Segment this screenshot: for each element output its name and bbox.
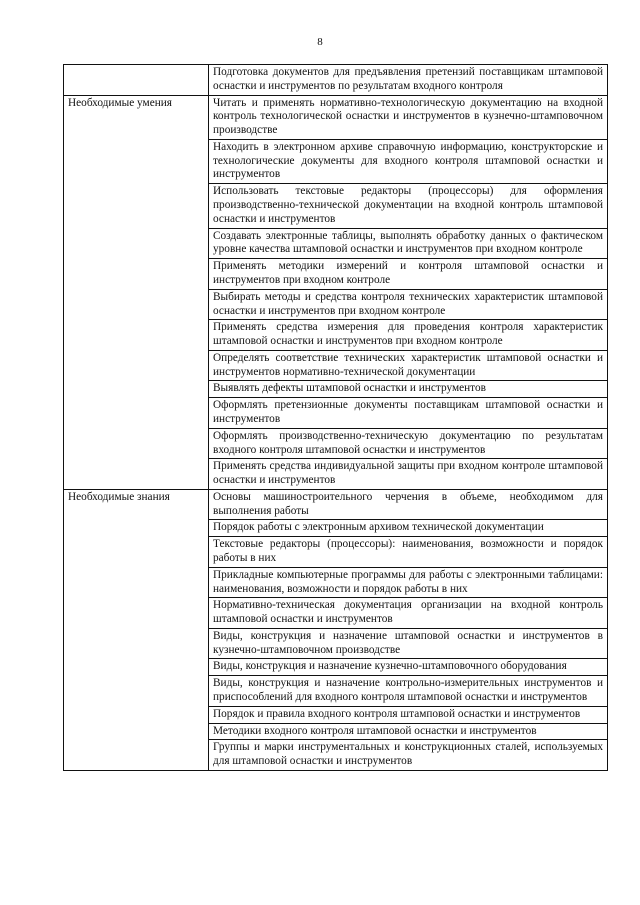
row-text: Нормативно-техническая документация организации на входной контроль штамповой оснастки и инструментов	[209, 598, 608, 629]
row-text: Прикладные компьютерные программы для работы с электронными таблицами: наименования, возможности и порядок работы в них	[209, 567, 608, 598]
row-text: Виды, конструкция и назначение кузнечно-штамповочного оборудования	[209, 659, 608, 676]
row-label-knowledge: Необходимые знания	[64, 489, 209, 770]
row-text: Применять средства индивидуальной защиты при входном контроле штамповой оснастки и инструментов	[209, 459, 608, 490]
row-text: Применять методики измерений и контроля штамповой оснастки и инструментов при входном контроле	[209, 259, 608, 290]
page-number: 8	[317, 36, 323, 48]
row-text: Выбирать методы и средства контроля технических характеристик штамповой оснастки и инструментов при входном контроле	[209, 289, 608, 320]
table-row	[64, 65, 608, 96]
row-text: Подготовка документов для предъявления претензий поставщикам штамповой оснастки и инструментов по результатам входного контроля	[209, 65, 608, 96]
row-text: Группы и марки инструментальных и конструкционных сталей, используемых для штамповой оснастки и инструментов	[209, 740, 608, 771]
row-label	[64, 65, 209, 96]
row-text: Находить в электронном архиве справочную информацию, конструкторские и технологические документы для входного контроля штамповой оснастки и инструментов	[209, 139, 608, 183]
row-label-skills: Необходимые умения	[64, 95, 209, 489]
competency-table	[63, 64, 608, 771]
table-row	[64, 489, 608, 520]
row-text: Виды, конструкция и назначение контрольно-измерительных инструментов и приспособлений для входного контроля штамповой оснастки и инструментов	[209, 676, 608, 707]
row-text: Выявлять дефекты штамповой оснастки и инструментов	[209, 381, 608, 398]
table-row	[64, 95, 608, 139]
row-text: Виды, конструкция и назначение штамповой оснастки и инструментов в кузнечно-штамповочном производстве	[209, 628, 608, 659]
row-text: Текстовые редакторы (процессоры): наименования, возможности и порядок работы в них	[209, 537, 608, 568]
row-text: Методики входного контроля штамповой оснастки и инструментов	[209, 723, 608, 740]
row-text: Оформлять претензионные документы поставщикам штамповой оснастки и инструментов	[209, 398, 608, 429]
row-text: Порядок и правила входного контроля штамповой оснастки и инструментов	[209, 706, 608, 723]
row-text: Порядок работы с электронным архивом технической документации	[209, 520, 608, 537]
row-text: Создавать электронные таблицы, выполнять обработку данных о фактическом уровне качества штамповой оснастки и инструментов при входном контроле	[209, 228, 608, 259]
row-text: Определять соответствие технических характеристик штамповой оснастки и инструментов нормативно-технической документации	[209, 350, 608, 381]
row-text: Использовать текстовые редакторы (процессоры) для оформления производственно-технической документации на входной контроль штамповой оснастки и инструментов	[209, 184, 608, 228]
row-text: Оформлять производственно-техническую документацию по результатам входного контроля штамповой оснастки и инструментов	[209, 428, 608, 459]
row-text: Применять средства измерения для проведения контроля характеристик штамповой оснастки и инструментов при входном контроле	[209, 320, 608, 351]
row-text: Читать и применять нормативно-технологическую документацию на входной контроль технологической оснастки и инструментов в кузнечно-штамповочном производстве	[209, 95, 608, 139]
row-text: Основы машиностроительного черчения в объеме, необходимом для выполнения работы	[209, 489, 608, 520]
